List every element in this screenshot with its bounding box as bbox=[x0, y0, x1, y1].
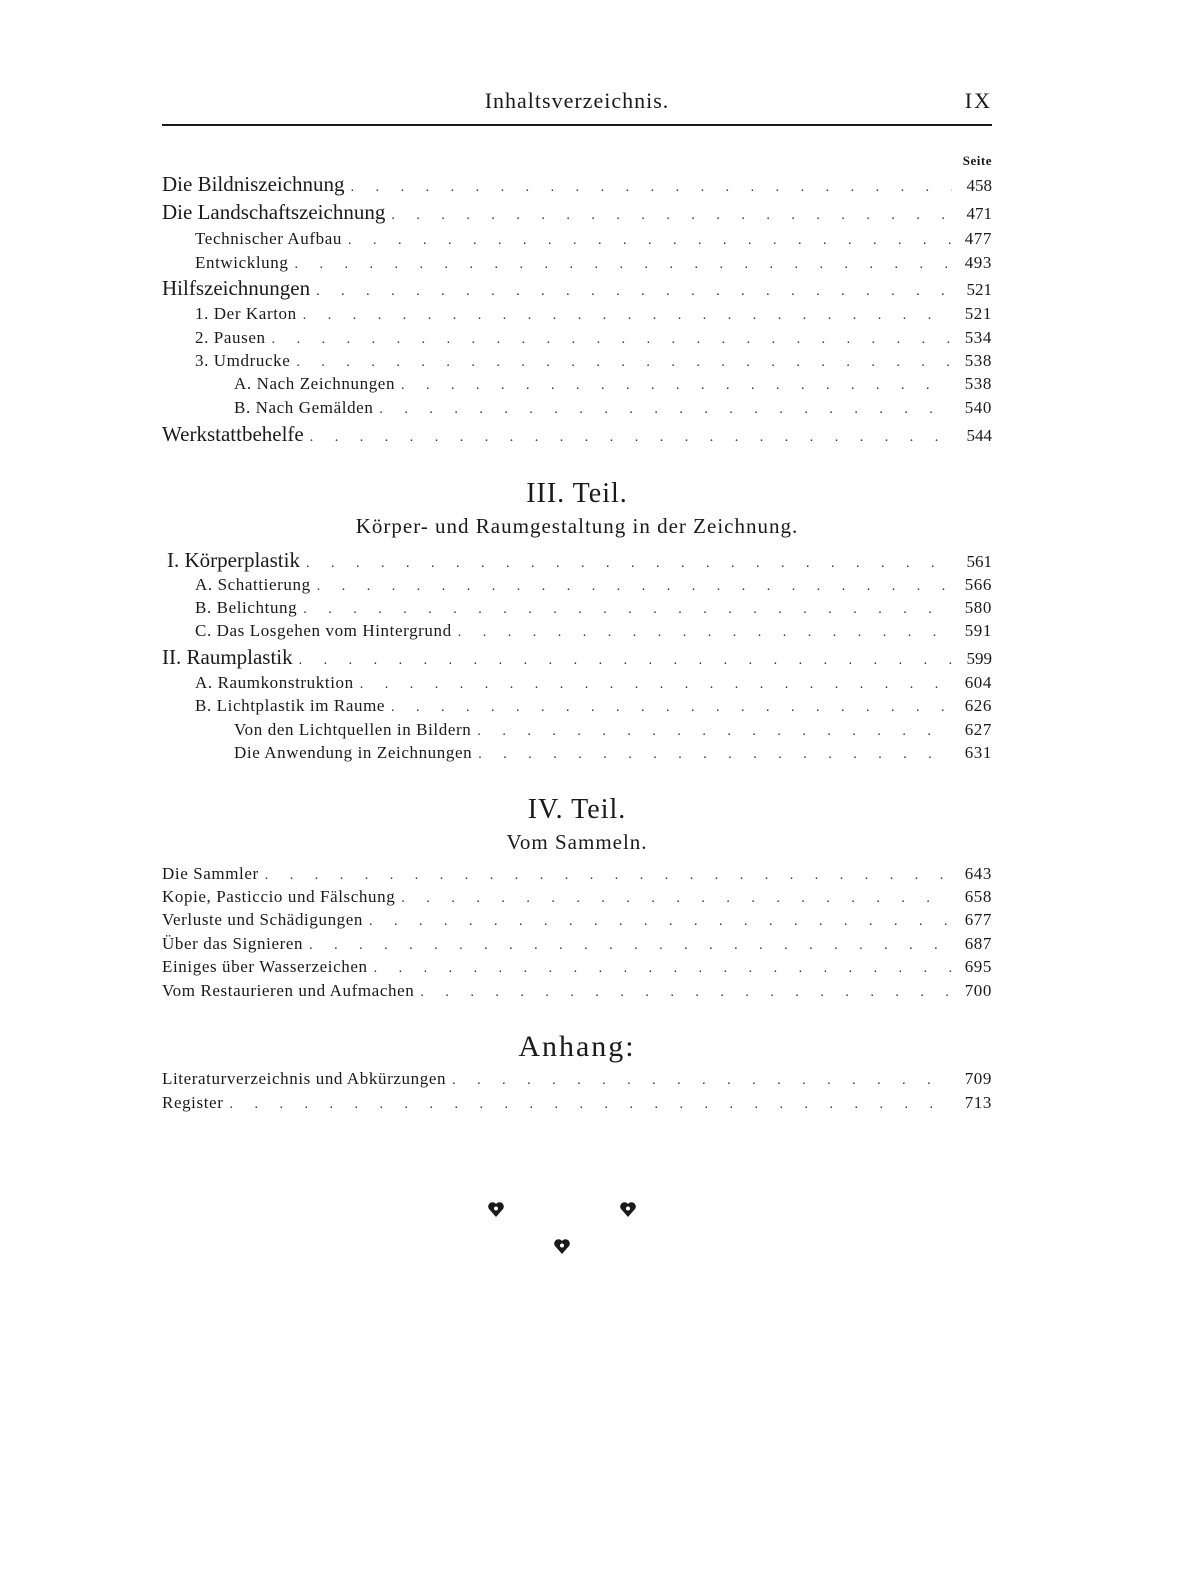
leader-dots bbox=[391, 700, 952, 716]
leader-dots bbox=[309, 938, 952, 954]
toc-entry-page: 561 bbox=[966, 552, 992, 571]
toc-entry-page: 627 bbox=[964, 720, 992, 739]
leader-dots bbox=[420, 985, 952, 1001]
running-head-title: Inhaltsverzeichnis. bbox=[484, 88, 670, 113]
toc-entry bbox=[162, 422, 992, 447]
leader-dots bbox=[391, 208, 952, 224]
toc-entry-page: 687 bbox=[964, 934, 992, 953]
toc-entry-page: 580 bbox=[964, 598, 992, 617]
leader-dots bbox=[351, 180, 952, 196]
toc-entry-title: 3. Umdrucke bbox=[195, 351, 291, 370]
toc-entry bbox=[162, 696, 992, 716]
toc-entry-title: Über das Signieren bbox=[162, 934, 304, 953]
toc-entry bbox=[162, 575, 992, 595]
toc-entry-title: Die Sammler bbox=[162, 864, 259, 883]
leader-dots bbox=[369, 914, 952, 930]
toc-entry bbox=[162, 548, 992, 573]
toc-entry bbox=[162, 253, 992, 273]
toc-entry-page: 538 bbox=[964, 351, 992, 370]
part-3-subtitle: Körper- und Raumgestaltung in der Zeichnung. bbox=[355, 514, 799, 538]
toc-entry-title: B. Nach Gemälden bbox=[234, 398, 374, 417]
leader-dots bbox=[348, 233, 952, 249]
toc-entry-title: C. Das Losgehen vom Hintergrund bbox=[195, 621, 452, 640]
toc-entry-page: 677 bbox=[964, 910, 992, 929]
toc-entry-title: Die Anwendung in Zeichnungen bbox=[234, 743, 473, 762]
toc-entry-title: Werkstattbehelfe bbox=[162, 422, 304, 446]
toc-entry-page: 477 bbox=[964, 229, 992, 248]
toc-entry-page: 631 bbox=[964, 743, 992, 762]
leader-dots bbox=[478, 747, 952, 763]
toc-entry-title: Entwicklung bbox=[195, 253, 289, 272]
toc-entry-title: Vom Restaurieren und Aufmachen bbox=[162, 981, 415, 1000]
toc-entry-page: 591 bbox=[964, 621, 992, 640]
toc-entry-page: 626 bbox=[964, 696, 992, 715]
toc-entry bbox=[162, 276, 992, 301]
toc-entry-title: I. Körperplastik bbox=[167, 548, 300, 572]
leader-dots bbox=[229, 1097, 952, 1113]
leader-dots bbox=[303, 602, 952, 618]
toc-entry bbox=[162, 200, 992, 225]
toc-entry-page: 700 bbox=[964, 981, 992, 1000]
toc-entry-title: A. Raumkonstruktion bbox=[195, 673, 354, 692]
toc-entry-title: II. Raumplastik bbox=[162, 645, 293, 669]
leader-dots bbox=[316, 284, 952, 300]
toc-entry bbox=[162, 374, 992, 394]
toc-entry-title: 1. Der Karton bbox=[195, 304, 297, 323]
toc-entry-title: Literaturverzeichnis und Abkürzungen bbox=[162, 1069, 447, 1088]
heart-fleuron-icon bbox=[487, 1200, 505, 1218]
toc-entry-page: 540 bbox=[964, 398, 992, 417]
toc-entry-page: 604 bbox=[964, 673, 992, 692]
toc-entry bbox=[162, 645, 992, 670]
toc-entry bbox=[162, 720, 992, 740]
heart-fleuron-icon bbox=[553, 1237, 571, 1255]
toc-entry bbox=[162, 887, 992, 907]
leader-dots bbox=[379, 402, 952, 418]
heart-fleuron-icon bbox=[619, 1200, 637, 1218]
toc-entry-title: Verluste und Schädigungen bbox=[162, 910, 364, 929]
leader-dots bbox=[310, 430, 952, 446]
toc-entry bbox=[162, 673, 992, 693]
leader-dots bbox=[303, 308, 952, 324]
leader-dots bbox=[299, 653, 952, 669]
toc-entry bbox=[162, 598, 992, 618]
part-4-subtitle: Vom Sammeln. bbox=[506, 830, 648, 854]
toc-page bbox=[162, 0, 992, 1588]
toc-entry bbox=[162, 1069, 992, 1089]
toc-entry-page: 643 bbox=[964, 864, 992, 883]
toc-entry-page: 538 bbox=[964, 374, 992, 393]
leader-dots bbox=[317, 579, 952, 595]
toc-entry-title: Einiges über Wasserzeichen bbox=[162, 957, 368, 976]
running-head-page-number: IX bbox=[964, 88, 992, 113]
toc-entry bbox=[162, 743, 992, 763]
toc-entry-page: 709 bbox=[964, 1069, 992, 1088]
seite-column-label: Seite bbox=[962, 153, 992, 168]
leader-dots bbox=[296, 355, 952, 371]
toc-entry bbox=[162, 1093, 992, 1113]
toc-entry bbox=[162, 304, 992, 324]
toc-entry-title: Die Bildniszeichnung bbox=[162, 172, 345, 196]
toc-entry-page: 658 bbox=[964, 887, 992, 906]
toc-entry-title: Von den Lichtquellen in Bildern bbox=[234, 720, 472, 739]
toc-entry-title: Hilfszeichnungen bbox=[162, 276, 311, 300]
leader-dots bbox=[452, 1073, 952, 1089]
toc-entry bbox=[162, 957, 992, 977]
toc-entry bbox=[162, 229, 992, 249]
toc-entry-page: 713 bbox=[964, 1093, 992, 1112]
toc-entry-title: A. Nach Zeichnungen bbox=[234, 374, 396, 393]
toc-entry-title: Kopie, Pasticcio und Fälschung bbox=[162, 887, 396, 906]
toc-entry-page: 534 bbox=[964, 328, 992, 347]
toc-entry-title: A. Schattierung bbox=[195, 575, 311, 594]
toc-entry-title: 2. Pausen bbox=[195, 328, 266, 347]
leader-dots bbox=[401, 891, 952, 907]
leader-dots bbox=[360, 677, 952, 693]
toc-entry-page: 599 bbox=[966, 649, 992, 668]
toc-entry-page: 521 bbox=[966, 280, 992, 299]
toc-entry-page: 521 bbox=[964, 304, 992, 323]
part-3-heading: III. Teil. bbox=[526, 478, 628, 509]
leader-dots bbox=[294, 257, 952, 273]
toc-entry-title: Die Landschaftszeichnung bbox=[162, 200, 386, 224]
toc-entry-page: 544 bbox=[966, 426, 992, 445]
toc-entry bbox=[162, 351, 992, 371]
toc-entry bbox=[162, 934, 992, 954]
toc-entry-title: Register bbox=[162, 1093, 224, 1112]
toc-entry bbox=[162, 621, 992, 641]
toc-entry bbox=[162, 172, 992, 197]
toc-entry-title: B. Lichtplastik im Raume bbox=[195, 696, 386, 715]
toc-entry bbox=[162, 398, 992, 418]
toc-entry-page: 566 bbox=[964, 575, 992, 594]
toc-entry-page: 493 bbox=[964, 253, 992, 272]
leader-dots bbox=[265, 868, 952, 884]
header-rule bbox=[162, 124, 992, 126]
toc-entry-title: Technischer Aufbau bbox=[195, 229, 342, 248]
toc-entry bbox=[162, 910, 992, 930]
leader-dots bbox=[401, 378, 952, 394]
leader-dots bbox=[272, 332, 952, 348]
running-head bbox=[162, 88, 992, 128]
toc-entry-page: 458 bbox=[966, 176, 992, 195]
toc-entry bbox=[162, 981, 992, 1001]
toc-entry-page: 471 bbox=[966, 204, 992, 223]
part-4-heading: IV. Teil. bbox=[527, 794, 627, 825]
leader-dots bbox=[477, 724, 952, 740]
appendix-heading: Anhang: bbox=[518, 1030, 636, 1063]
toc-entry-page: 695 bbox=[964, 957, 992, 976]
leader-dots bbox=[306, 556, 952, 572]
toc-entry bbox=[162, 328, 992, 348]
leader-dots bbox=[374, 961, 952, 977]
toc-entry bbox=[162, 864, 992, 884]
leader-dots bbox=[458, 625, 952, 641]
toc-entry-title: B. Belichtung bbox=[195, 598, 298, 617]
